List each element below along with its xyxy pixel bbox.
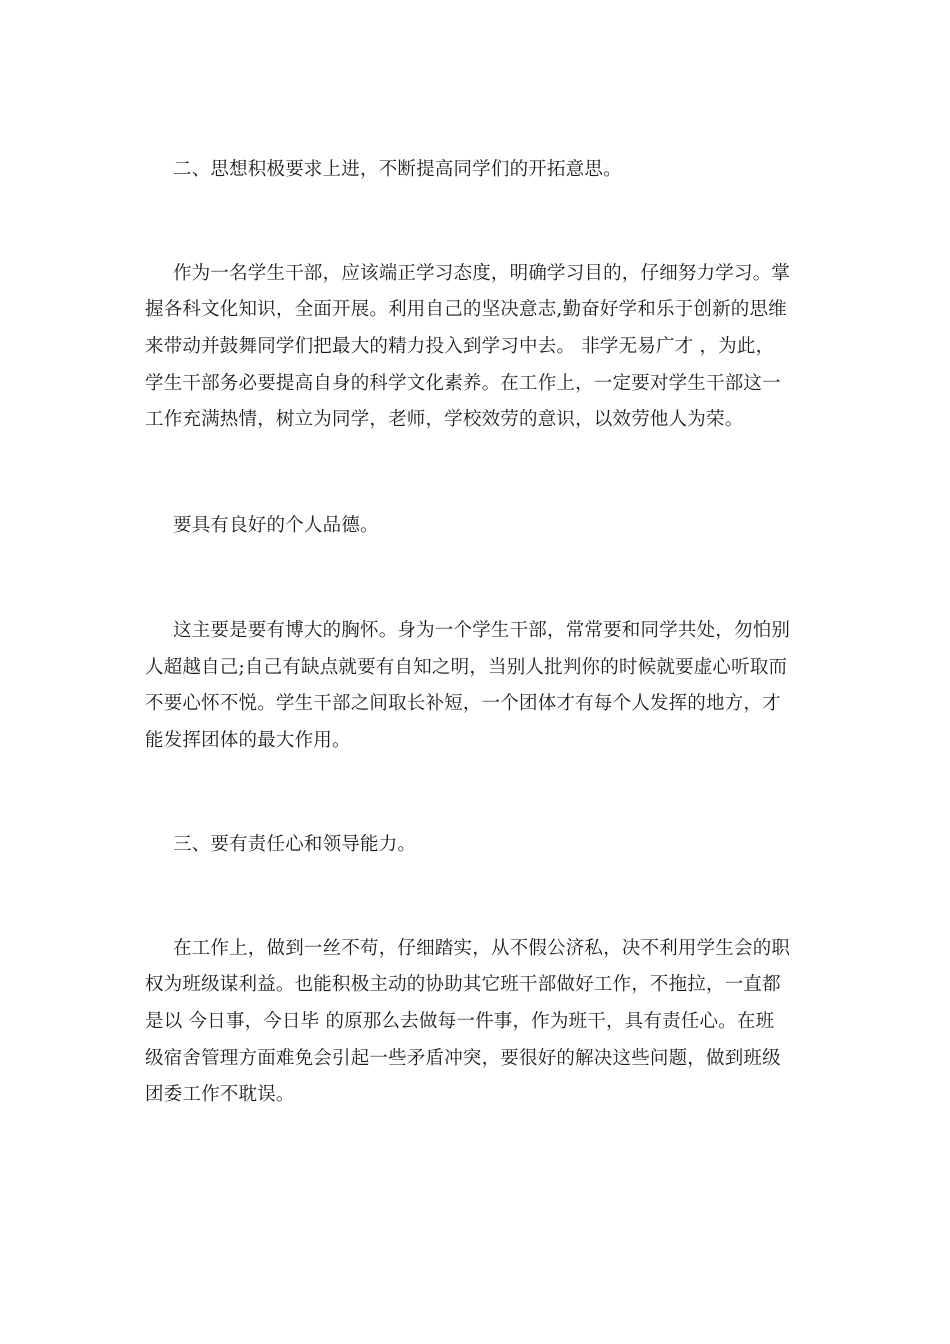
paragraph-line: 作为一名学生干部，应该端正学习态度，明确学习目的，仔细努力学习。掌 xyxy=(173,263,791,284)
paragraph-line: 不要心怀不悦。学生干部之间取长补短，一个团体才有每个人发挥的地方，才 xyxy=(145,693,781,714)
paragraph-line: 能发挥团体的最大作用。 xyxy=(145,730,351,751)
paragraph-line: 权为班级谋利益。也能积极主动的协助其它班干部做好工作，不拖拉，一直都 xyxy=(145,974,781,995)
paragraph-line: 工作充满热情，树立为同学，老师，学校效劳的意识，以效劳他人为荣。 xyxy=(145,409,744,430)
paragraph-line: 这主要是要有博大的胸怀。身为一个学生干部，常常要和同学共处，勿怕别 xyxy=(173,620,791,641)
section-heading-2: 二、思想积极要求上进，不断提高同学们的开拓意思。 xyxy=(173,159,622,180)
paragraph-line: 在工作上，做到一丝不苟，仔细踏实，从不假公济私，决不利用学生会的职 xyxy=(173,938,791,959)
paragraph-line: 握各科文化知识，全面开展。利用自己的坚决意志,勤奋好学和乐于创新的思维 xyxy=(145,299,787,320)
paragraph-line: 是以 今日事，今日毕 的原那么去做每一件事，作为班干，具有责任心。在班 xyxy=(145,1011,775,1032)
paragraph-line: 来带动并鼓舞同学们把最大的精力投入到学习中去。 非学无易广才 ，为此， xyxy=(145,336,775,357)
paragraph-line: 级宿舍管理方面难免会引起一些矛盾冲突，要很好的解决这些问题，做到班级 xyxy=(145,1048,781,1069)
paragraph-line: 团委工作不耽误。 xyxy=(145,1084,295,1105)
paragraph-line: 学生干部务必要提高自身的科学文化素养。在工作上，一定要对学生干部这一 xyxy=(145,373,781,394)
paragraph-line: 人超越自己;自己有缺点就要有自知之明，当别人批判你的时候就要虚心听取而 xyxy=(145,657,788,678)
subheading: 要具有良好的个人品德。 xyxy=(173,515,379,536)
section-heading-3: 三、要有责任心和领导能力。 xyxy=(173,834,417,855)
